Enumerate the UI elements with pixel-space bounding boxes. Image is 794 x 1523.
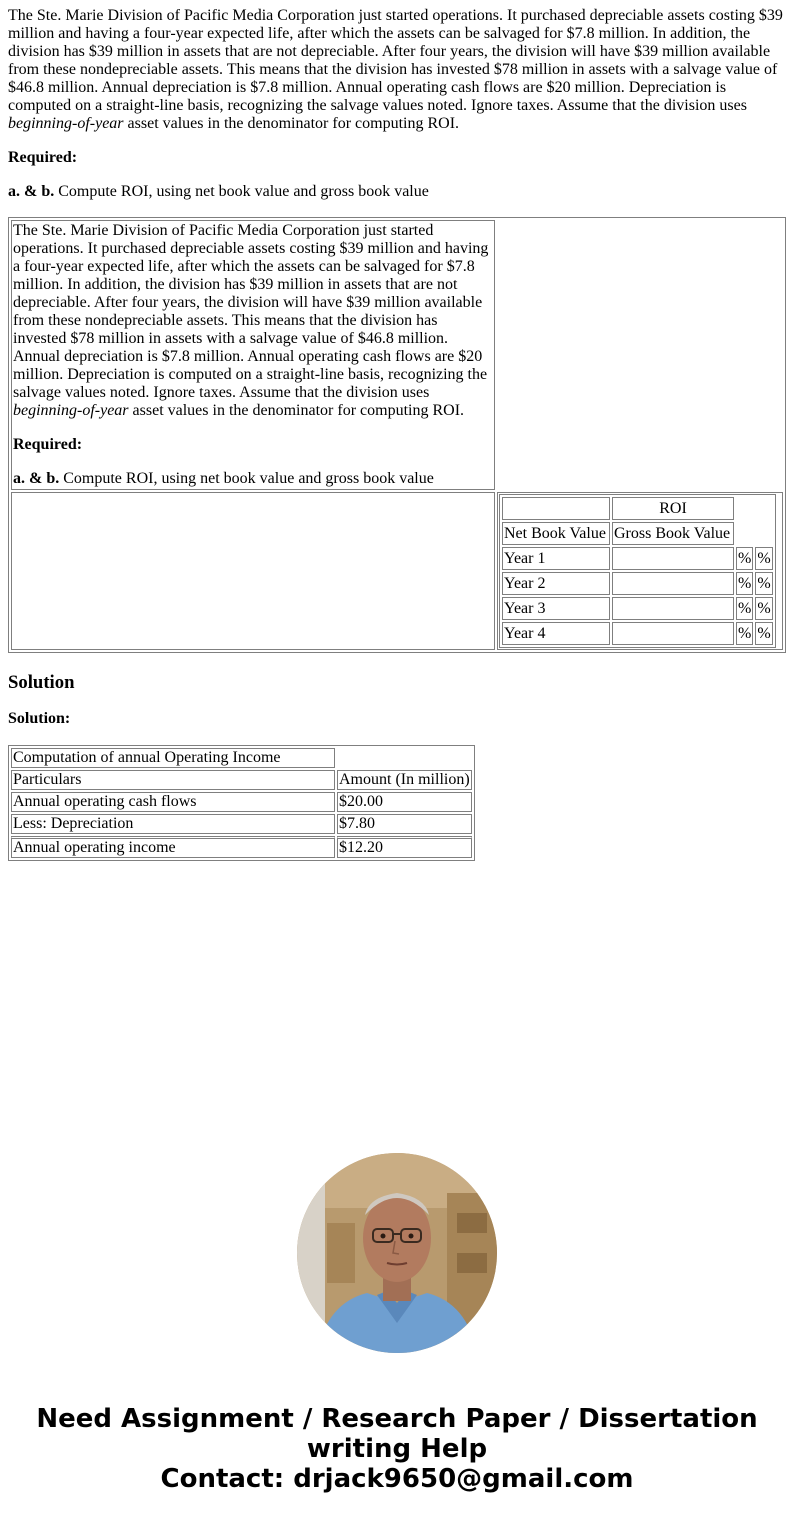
- row-label: Year 3: [502, 597, 610, 620]
- required-label: Required:: [8, 149, 78, 166]
- roi-input[interactable]: [612, 572, 734, 595]
- row-label: Annual operating cash flows: [11, 792, 335, 812]
- row-amount: $7.80: [337, 814, 472, 834]
- row-label: Annual operating income: [11, 836, 335, 858]
- required-label-inner: Required:: [13, 436, 83, 453]
- percent-sign: %: [736, 597, 753, 620]
- percent-sign: %: [755, 547, 772, 570]
- question-text: The Ste. Marie Division of Pacific Media Corporation just started operations. It purchased depreciable assets costing $39 million and having a four-year expected life, after which the assets can be salvaged for $7.8 million. In addition, the division has $39 million in assets that are not depreciable. After four years, the division will have $39 million available from these nondepreciable assets. This means that the division has invested $78 million in assets with a salvage value of $46.8 million. Annual depreciation is $7.8 million. Annual operating cash flows are $20 million. Depreciation is computed on a straight-line basis, recognizing the salvage values noted. Ignore taxes. Assume that the division uses beginning-of-year asset values in the denominator for computing ROI.: [8, 7, 783, 132]
- table-row: [11, 836, 472, 858]
- empty-cell: [497, 220, 783, 490]
- roi-header-blank: [502, 497, 610, 520]
- col-gross-book-value: Gross Book Value: [612, 522, 734, 545]
- solution-heading: Solution: [8, 672, 75, 693]
- table-row: [502, 572, 773, 595]
- blank-cell: [11, 492, 495, 650]
- col-net-book-value: Net Book Value: [502, 522, 610, 545]
- solution-label: Solution:: [8, 710, 71, 727]
- roi-cell: [497, 492, 783, 650]
- portrait-image: [297, 1153, 497, 1353]
- part-text: a. & b. Compute ROI, using net book value and gross book value: [8, 183, 429, 200]
- percent-sign: %: [755, 622, 772, 645]
- roi-input[interactable]: [612, 547, 734, 570]
- table-row: [502, 547, 773, 570]
- percent-sign: %: [736, 547, 753, 570]
- roi-table: [499, 494, 776, 648]
- row-label: Year 1: [502, 547, 610, 570]
- roi-input[interactable]: [612, 622, 734, 645]
- row-amount: $12.20: [337, 836, 472, 858]
- part-text-inner: a. & b. Compute ROI, using net book value and gross book value: [13, 470, 434, 487]
- row-label: Year 4: [502, 622, 610, 645]
- col-particulars: Particulars: [11, 770, 335, 790]
- table-row: [11, 792, 472, 812]
- roi-header: ROI: [612, 497, 734, 520]
- table-row: [11, 814, 472, 834]
- promo-text: [0, 1404, 794, 1494]
- percent-sign: %: [736, 622, 753, 645]
- question-text-inner: The Ste. Marie Division of Pacific Media Corporation just started operations. It purchased depreciable assets costing $39 million and having a four-year expected life, after which the assets can be salvaged for $7.8 million. In addition, the division has $39 million in assets that are not depreciable. After four years, the division will have $39 million available from these nondepreciable assets. This means that the division has invested $78 million in assets with a salvage value of $46.8 million. Annual depreciation is $7.8 million. Annual operating cash flows are $20 million. Depreciation is computed on a straight-line basis, recognizing the salvage values noted. Ignore taxes. Assume that the division uses beginning-of-year asset values in the denominator for computing ROI.: [13, 222, 489, 419]
- percent-sign: %: [736, 572, 753, 595]
- promo-line-2: writing Help: [306, 1434, 488, 1464]
- emphasis-text: beginning-of-year: [8, 115, 124, 132]
- table-row: [502, 597, 773, 620]
- row-label: Year 2: [502, 572, 610, 595]
- computation-title: Computation of annual Operating Income: [11, 748, 335, 768]
- percent-sign: %: [755, 597, 772, 620]
- col-amount: Amount (In million): [339, 771, 470, 788]
- question-table: [8, 217, 786, 653]
- question-cell: [11, 220, 495, 490]
- roi-input[interactable]: [612, 597, 734, 620]
- percent-sign: %: [755, 572, 772, 595]
- computation-table: [8, 745, 475, 861]
- promo-contact: Contact: drjack9650@gmail.com: [160, 1464, 634, 1494]
- promo-line-1: Need Assignment / Research Paper / Dissertation: [36, 1404, 758, 1434]
- table-row: [502, 622, 773, 645]
- row-amount: $20.00: [337, 792, 472, 812]
- avatar: [297, 1153, 497, 1353]
- row-label: Less: Depreciation: [11, 814, 335, 834]
